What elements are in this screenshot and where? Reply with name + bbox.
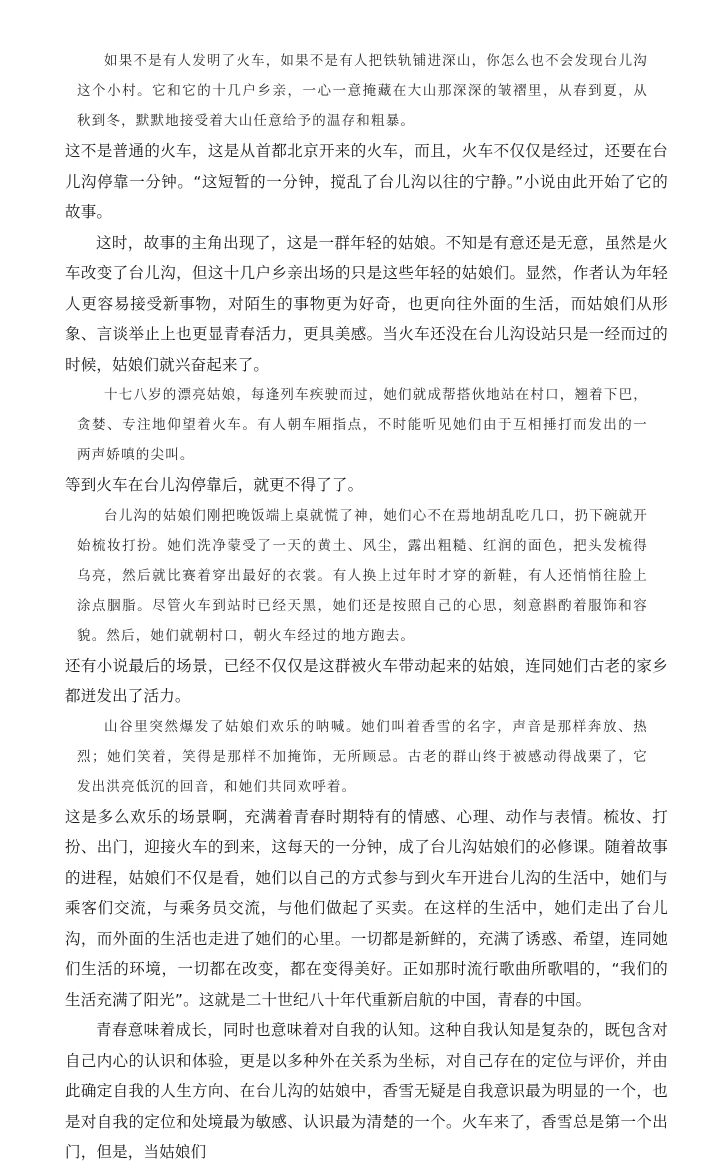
paragraph-train-stop: 这不是普通的火车，这是从首都北京开来的火车，而且，火车不仅仅是经过，还要在台儿沟停靠一分钟。“这短暂的一分钟，搅乱了台儿沟以往的宁静。”小说由此开始了它的故事。	[65, 142, 668, 221]
paragraph-after-stop: 等到火车在台儿沟停靠后，就更不得了了。	[65, 476, 364, 494]
paragraph-final-scene: 还有小说最后的场景，已经不仅仅是这群被火车带动起来的姑娘，连同她们古老的家乡都迸发出了活力。	[65, 656, 668, 705]
quote-opening: 如果不是有人发明了火车，如果不是有人把铁轨铺进深山，你怎么也不会发现台儿沟这个小村。它和它的十几户乡亲，一心一意掩藏在大山那深深的皱褶里，从春到夏，从秋到冬，默默地接受着大山任意给予的温存和粗暴。	[77, 53, 648, 129]
paragraph-youth-self: 青春意味着成长，同时也意味着对自我的认知。这种自我认知是复杂的，既包含对自己内心的认识和体验，更是以多种外在关系为坐标，对自己存在的定位与评价，并由此确定自我的人生方向、在台儿沟的姑娘中，香雪无疑是自我意识最为明显的一个，也是对自我的定位和处境最为敏感、认识最为清楚的一个。火车来了，香雪总是第一个出门，但是，当姑娘们	[65, 1021, 668, 1161]
paragraph-joyful-scene: 这是多么欢乐的场景啊，充满着青春时期特有的情感、心理、动作与表情。梳妆、打扮、出门，迎接火车的到来，这每天的一分钟，成了台儿沟姑娘们的必修课。随着故事的进程，姑娘们不仅是看，她们以自己的方式参与到火车开进台儿沟的生活中，她们与乘客们交流，与乘务员交流，与他们做起了买卖。在这样的生活中，她们走出了台儿沟，而外面的生活也走进了她们的心里。一切都是新鲜的，充满了诱惑、希望，连同她们生活的环境，一切都在改变，都在变得美好。正如那时流行歌曲所歌唱的，“我们的生活充满了阳光”。这就是二十世纪八十年代重新启航的中国，青春的中国。	[65, 807, 668, 1009]
quote-dressing-up: 台儿沟的姑娘们刚把晚饭端上桌就慌了神，她们心不在焉地胡乱吃几口，扔下碗就开始梳妆打扮。她们洗净蒙受了一天的黄土、风尘，露出粗糙、红润的面色，把头发梳得乌亮，然后就比赛着穿出最好的衣裳。有人换上过年时才穿的新鞋，有人还悄悄往脸上涂点胭脂。尽管火车到站时已经天黑，她们还是按照自己的心思，刻意斟酌着服饰和容貌。然后，她们就朝村口，朝火车经过的地方跑去。	[77, 507, 648, 644]
paragraph-girls-intro: 这时，故事的主角出现了，这是一群年轻的姑娘。不知是有意还是无意，虽然是火车改变了台儿沟，但这十几户乡亲出场的只是这些年轻的姑娘们。显然，作者认为年轻人更容易接受新事物，对陌生的事物更为好奇，也更向往外面的生活，而姑娘们从形象、言谈举止上也更显青春活力，更具美感。当火车还没在台儿沟设站只是一经而过的时候，姑娘们就兴奋起来了。	[65, 233, 668, 374]
quote-girls-watching: 十七八岁的漂亮姑娘，每逢列车疾驶而过，她们就成帮搭伙地站在村口，翘着下巴，贪婪、专注地仰望着火车。有人朝车厢指点，不时能听见她们由于互相捶打而发出的一两声娇嗔的尖叫。	[77, 387, 648, 463]
quote-valley-cheer: 山谷里突然爆发了姑娘们欢乐的呐喊。她们叫着香雪的名字，声音是那样奔放、热烈；她们笑着，笑得是那样不加掩饰，无所顾忌。古老的群山终于被感动得战栗了，它发出洪亮低沉的回音，和她们共同欢呼着。	[77, 718, 648, 795]
